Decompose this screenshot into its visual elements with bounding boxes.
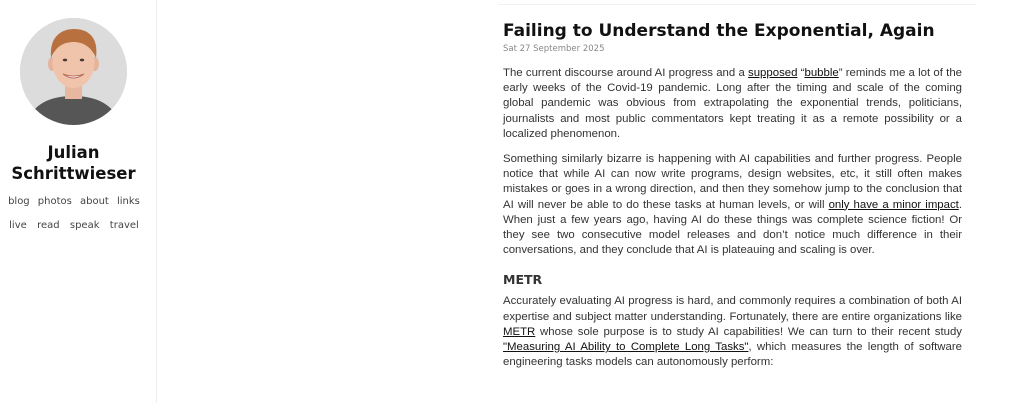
article-title: Failing to Understand the Exponential, Again [503,21,935,41]
article-date: Sat 27 September 2025 [503,44,605,54]
nav-row-2 [4,220,144,231]
paragraph-text: “ [797,67,805,79]
nav-link-read[interactable]: read [37,220,60,231]
paragraph-metr [503,294,962,370]
nav-link-speak[interactable]: speak [69,220,100,231]
link-bubble[interactable]: bubble [804,67,839,79]
link-supposed[interactable]: supposed [748,67,798,79]
link-metr-study[interactable]: "Measuring AI Ability to Complete Long Tasks" [503,341,749,354]
paragraph-text: Accurately evaluating AI progress is hard, and commonly requires a combination of both AI expertise and subject matter understanding. Fortunately, there are entire organizations like [503,295,962,323]
author-name [0,142,147,184]
nav-link-live[interactable]: live [9,220,27,231]
nav-link-about[interactable]: about [80,196,109,207]
paragraph-text: , which measures the length of software engineering tasks models can autonomously perform: [503,341,962,369]
paragraph-text: . When just a few years ago, having AI do these things was complete science fiction! Or they see two consecutive model releases and don’t notice much difference in their conversations, and they conclude that AI is plateauing and scaling is over. [503,198,963,257]
link-minor-impact[interactable]: only have a minor impact [828,198,959,211]
nav-link-travel[interactable]: travel [109,220,139,231]
nav-link-photos[interactable]: photos [37,196,72,207]
author-first-name: Julian [47,143,100,162]
article [503,18,962,370]
author-last-name: Schrittwieser [11,164,136,183]
paragraph-text: Something similarly bizarre is happening with AI capabilities and further progress. People notice that while AI can now write programs, design websites, etc, it still often makes mistakes or goes in a wrong direction, and then they somehow jump to the conclusion that AI will never be able to do these tasks at human levels, or will [503,153,962,211]
sidebar [0,0,157,403]
paragraph-bizarre [503,152,962,258]
section-heading-metr: METR [503,272,543,288]
paragraph-intro [503,66,962,142]
paragraph-text: The current discourse around AI progress and a [503,67,749,79]
paragraph-text: ” reminds me a lot of the early weeks of the Covid-19 pandemic. Long after the timing and scale of the coming global pandemic was obvious from extrapolating the exponential trends, politicians, journalists and most public commentators kept treating it as a remote possibility or a localized phenomenon. [503,67,962,140]
paragraph-text: whose sole purpose is to study AI capabilities! We can turn to their recent study [535,325,962,338]
nav-link-links[interactable]: links [117,196,140,207]
link-metr[interactable]: METR [503,325,536,338]
avatar-portrait-image [20,18,127,125]
nav-row-1 [4,196,144,207]
author-avatar[interactable] [20,18,127,125]
nav-link-blog[interactable]: blog [8,196,30,207]
top-divider [498,4,976,5]
